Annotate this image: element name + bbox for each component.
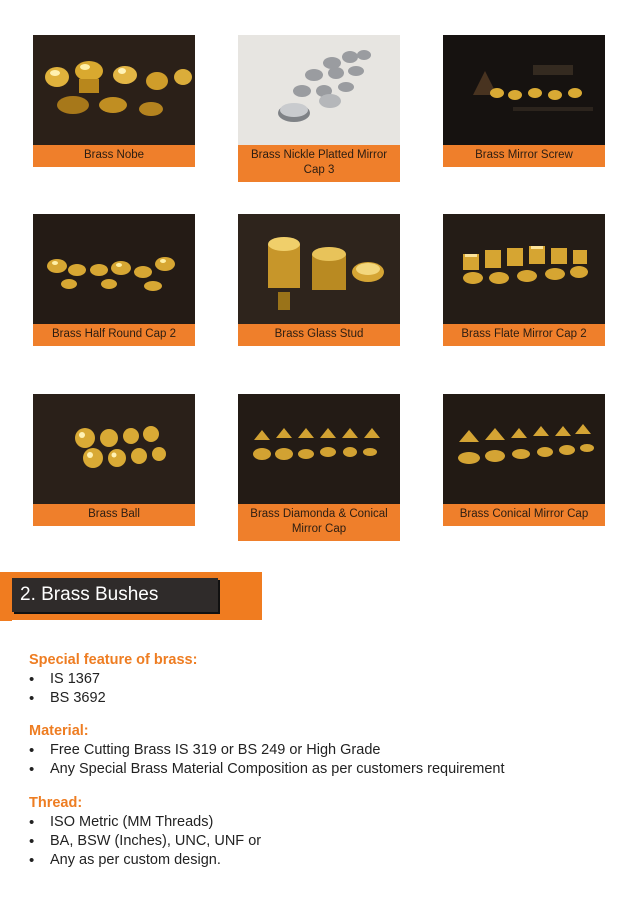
list-item: • Any as per custom design. [29,851,261,870]
product-photo [443,35,605,145]
product-card [443,35,605,167]
list-item: • BA, BSW (Inches), UNC, UNF or [29,832,261,851]
product-card [33,35,195,167]
product-photo [33,35,195,145]
section-title: 2. Brass Bushes [20,584,159,605]
product-photo [33,394,195,504]
product-card [443,214,605,346]
thread-heading: Thread: [29,795,83,811]
product-name: Brass Nickle Platted Mirror Cap 3 [238,145,400,182]
banner-accent [0,611,12,621]
product-card [238,214,400,346]
product-name: Brass Conical Mirror Cap [443,504,605,526]
special-feature-section [29,651,197,708]
product-photo [33,214,195,324]
product-card [238,35,400,182]
list-item: • IS 1367 [29,670,197,689]
product-name: Brass Nobe [33,145,195,167]
product-name: Brass Diamonda & Conical Mirror Cap [238,504,400,541]
product-card [33,214,195,346]
product-card [443,394,605,526]
material-heading: Material: [29,723,89,739]
product-photo [443,214,605,324]
product-card [238,394,400,541]
product-name: Brass Flate Mirror Cap 2 [443,324,605,346]
material-section [29,722,505,779]
product-photo [443,394,605,504]
product-name: Brass Half Round Cap 2 [33,324,195,346]
product-name: Brass Glass Stud [238,324,400,346]
list-item: • Any Special Brass Material Composition as per customers requirement [29,760,505,779]
list-item: • BS 3692 [29,689,197,708]
product-name: Brass Ball [33,504,195,526]
product-card [33,394,195,526]
product-photo [238,394,400,504]
list-item: • ISO Metric (MM Threads) [29,813,261,832]
list-item: • Free Cutting Brass IS 319 or BS 249 or High Grade [29,741,505,760]
product-photo [238,35,400,145]
thread-section [29,794,261,870]
product-name: Brass Mirror Screw [443,145,605,167]
special-feature-heading: Special feature of brass: [29,652,198,668]
product-photo [238,214,400,324]
